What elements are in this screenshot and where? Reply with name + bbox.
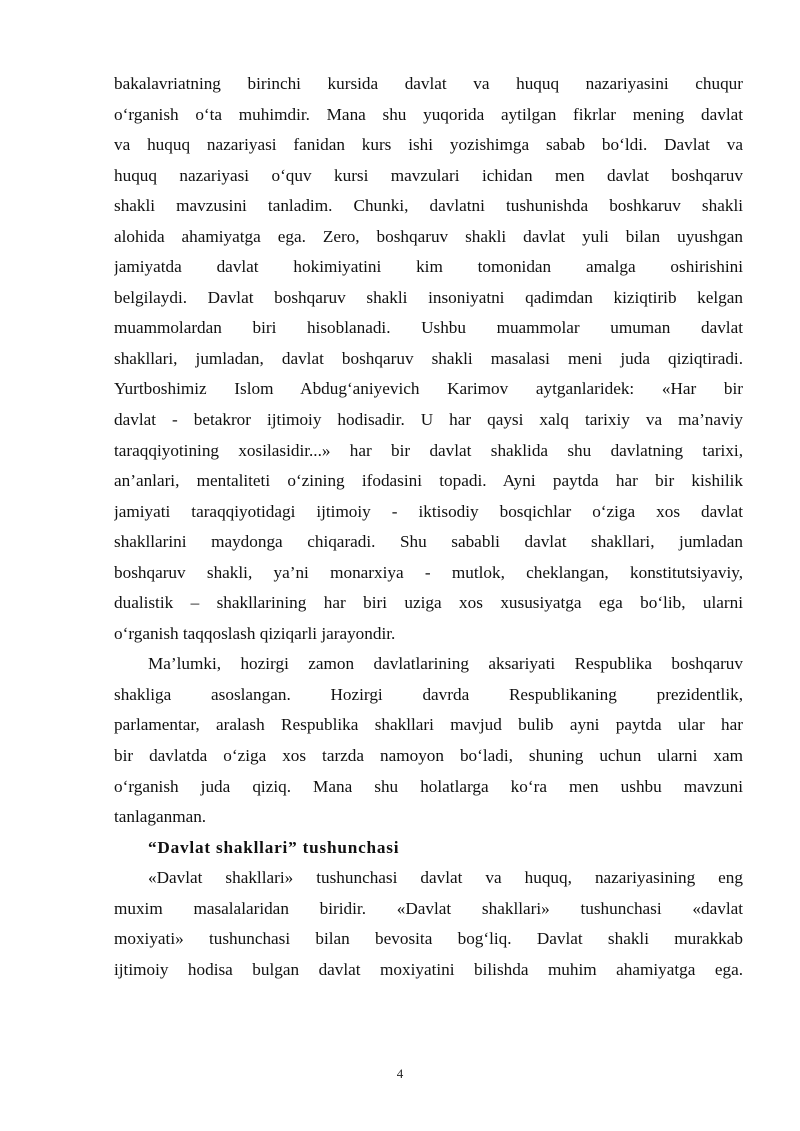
text-line: davlat - betakror ijtimoiy hodisadir. U har qaysi xalq tarixiy va ma’naviy xyxy=(114,410,743,430)
text-line: muammolardan biri hisoblanadi. Ushbu muammolar umuman davlat xyxy=(114,318,743,338)
section-heading: “Davlat shakllari” tushunchasi xyxy=(148,837,400,857)
page-number: 4 xyxy=(396,1066,404,1081)
text-line: huquq nazariyasi o‘quv kursi mavzulari ichidan men davlat boshqaruv xyxy=(114,165,743,185)
text-line: bir davlatda o‘ziga xos tarzda namoyon bo‘ladi, shuning uchun ularni xam xyxy=(114,746,743,766)
text-line: tanlaganman. xyxy=(114,807,207,827)
text-line: «Davlat shakllari» tushunchasi davlat va huquq, nazariyasining eng xyxy=(148,868,743,888)
text-line: an’anlari, mentaliteti o‘zining ifodasini topadi. Ayni paytda har bir kishilik xyxy=(114,471,743,491)
text-line: Ma’lumki, hozirgi zamon davlatlarining aksariyati Respublika boshqaruv xyxy=(148,654,743,674)
text-line: Yurtboshimiz Islom Abdug‘aniyevich Karimov aytganlaridek: «Har bir xyxy=(114,379,743,399)
text-line: moxiyati» tushunchasi bilan bevosita bog‘liq. Davlat shakli murakkab xyxy=(114,929,743,949)
text-line: o‘rganish taqqoslash qiziqarli jarayondir. xyxy=(114,623,396,643)
text-line: taraqqiyotining xosilasidir...» har bir davlat shaklida shu davlatning tarixi, xyxy=(114,440,743,460)
text-line: alohida ahamiyatga ega. Zero, boshqaruv shakli davlat yuli bilan uyushgan xyxy=(114,226,743,246)
text-line: shakliga asoslangan. Hozirgi davrda Respublikaning prezidentlik, xyxy=(114,684,743,704)
text-line: dualistik – shakllarining har biri uziga xos xususiyatga ega bo‘lib, ularni xyxy=(114,593,743,613)
text-line: jamiyati taraqqiyotidagi ijtimoiy - iktisodiy bosqichlar o‘ziga xos davlat xyxy=(114,501,743,521)
text-line: ijtimoiy hodisa bulgan davlat moxiyatini bilishda muhim ahamiyatga ega. xyxy=(114,959,743,979)
text-line: parlamentar, aralash Respublika shakllari mavjud bulib ayni paytda ular har xyxy=(114,715,743,735)
text-line: muxim masalalaridan biridir. «Davlat shakllari» tushunchasi «davlat xyxy=(114,898,743,918)
page-body-text xyxy=(114,69,743,985)
text-line: va huquq nazariyasi fanidan kurs ishi yozishimga sabab bo‘ldi. Davlat va xyxy=(114,135,743,155)
text-line: jamiyatda davlat hokimiyatini kim tomonidan amalga oshirishini xyxy=(114,257,743,277)
text-line: belgilaydi. Davlat boshqaruv shakli insoniyatni qadimdan kiziqtirib kelgan xyxy=(114,287,743,307)
text-line: shakli mavzusini tanladim. Chunki, davlatni tushunishda boshkaruv shakli xyxy=(114,196,743,216)
text-line: shakllarini maydonga chiqaradi. Shu sababli davlat shakllari, jumladan xyxy=(114,532,743,552)
text-line: bakalavriatning birinchi kursida davlat va huquq nazariyasini chuqur xyxy=(114,74,743,93)
text-line: boshqaruv shakli, ya’ni monarxiya - mutlok, cheklangan, konstitutsiyaviy, xyxy=(114,562,743,582)
text-line: o‘rganish o‘ta muhimdir. Mana shu yuqorida aytilgan fikrlar mening davlat xyxy=(114,104,743,124)
text-line: shakllari, jumladan, davlat boshqaruv shakli masalasi meni juda qiziqtiradi. xyxy=(114,348,743,368)
text-line: o‘rganish juda qiziq. Mana shu holatlarga ko‘ra men ushbu mavzuni xyxy=(114,776,743,796)
